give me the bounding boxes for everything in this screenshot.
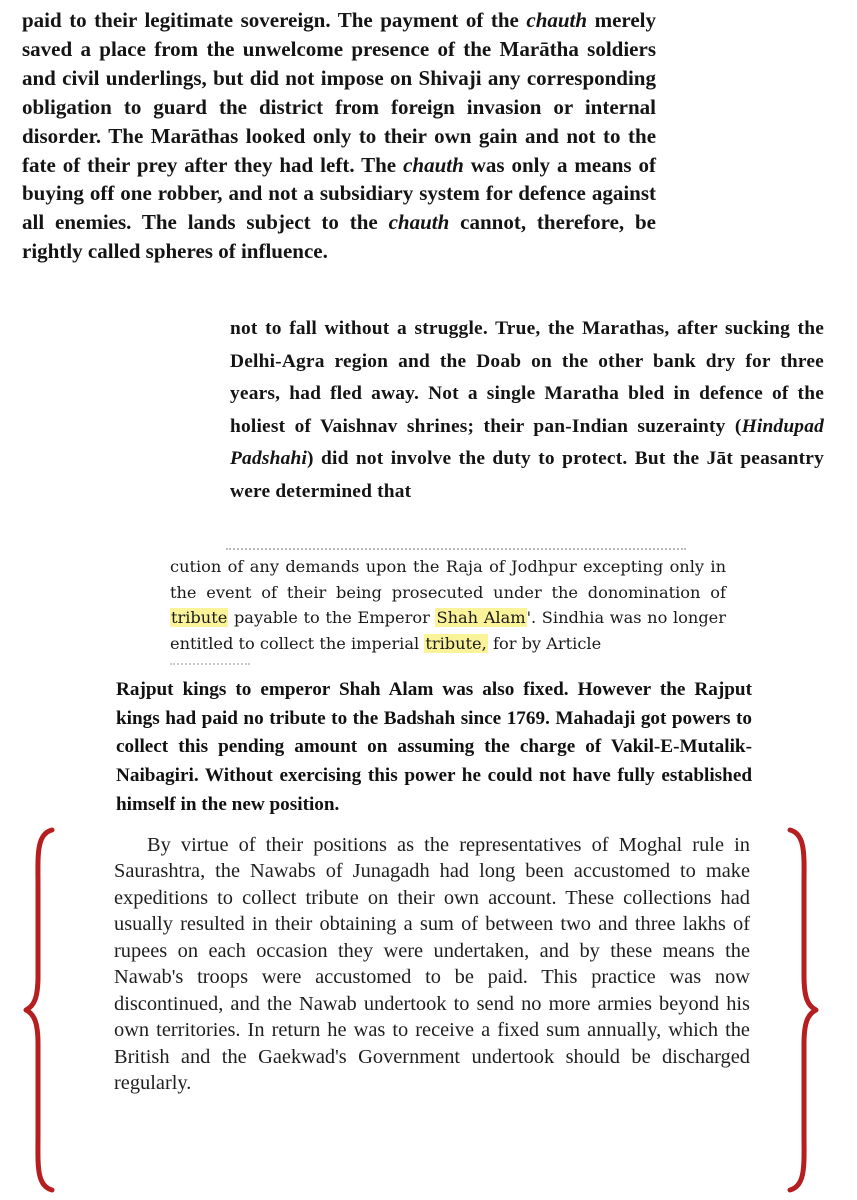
ex1-line-1: paid to their legitimate sovereign. The payment of the [22, 8, 519, 32]
ex1-term-chauth-3: chauth [388, 210, 450, 235]
ex2-text-2: ) did not involve the duty to protect. But the Jāt peasantry were determined that [230, 448, 824, 502]
ex2-text-1: not to fall without a struggle. True, the Marathas, after sucking the Delhi-Agra region and the Doab on the other bank dry for three years, had fled away. Not a single Maratha bled in defence of the holiest of Vaishnav shrines; their pan-Indian suzerainty ( [230, 318, 824, 437]
ex1-line-10: to the [321, 210, 378, 235]
ex1-line-5: the district from foreign invasion or internal disorder. [22, 94, 657, 148]
ex3-highlight-tribute-1: tribute [171, 608, 228, 628]
ex1-term-chauth-1: chauth [526, 8, 588, 32]
excerpt-1 [22, 6, 656, 266]
ex1-line-2: merely saved a place from the unwelcome presence [22, 8, 656, 61]
ex1-term-chauth-2: chauth [403, 152, 464, 177]
ex1-line-7: the fate of their prey after they had left. The [22, 123, 657, 177]
ex3-text-4: for by Article [492, 633, 602, 653]
excerpt-3-cut-edge-bottom [170, 663, 250, 668]
ex1-line-9: system for defence against all enemies. The lands subject [22, 181, 656, 235]
ex1-line-10b: cannot, therefore, be rightly called spheres of [22, 210, 657, 264]
ex1-line-6: The Marāthas looked only to their own gain and not to [108, 123, 621, 148]
ex3-text-2: payable to the Emperor [233, 608, 430, 628]
excerpt-4: Rajput kings to emperor Shah Alam was also fixed. However the Rajput kings had paid no tribute to the Badshah since 1769. Mahadaji got powers to collect this pending amount on assuming the charge of Vakil-E-Mutalik-Naibagiri. Without exercising this power he could not have fully established himself in the new position. [116, 679, 752, 815]
ex3-text-3: '. Sindhia was no longer entitled to collect the imperial [170, 608, 727, 653]
excerpt-2 [230, 313, 824, 508]
ex1-line-3: of the Marātha soldiers and civil underlings, but did not [22, 36, 656, 90]
ex5-text: By virtue of their positions as the representatives of Moghal rule in Saurashtra, the Nawabs of Junagadh had long been accustomed to make expeditions to collect tribute on their own account. These collections had usually resulted in their obtaining a sum of between two and three lakhs of rupees on each occasion they were undertaken, and by these means the Nawab's troops were accustomed to be paid. This practice was now discontinued, and the Nawab undertook to send no more armies beyond his own territories. In return he was to receive a fixed sum annually, which the British and the Gaekwad's Government undertook should be discharged regularly. [114, 834, 750, 1095]
excerpt-5 [114, 832, 750, 1097]
ex1-line-4: impose on Shivaji any corresponding obligation to guard [22, 65, 656, 119]
left-curly-brace-icon [22, 826, 56, 1194]
ex1-line-8: only a means of buying off one robber, and not a subsidiary [22, 152, 656, 206]
ex1-line-11: influence. [240, 239, 328, 264]
ex2-term: Hindupad Padshahi [230, 415, 824, 469]
ex3-text-1: cution of any demands upon the Raja of Jodhpur excepting only in the event of their being prosecuted under the donomination of [170, 557, 726, 602]
ex3-highlight-shah-alam: Shah Alam [436, 608, 526, 628]
ex1-line-7b: was [470, 152, 505, 177]
excerpt-3 [170, 554, 726, 656]
ex3-highlight-tribute-2: tribute, [425, 633, 487, 653]
right-curly-brace-icon [786, 826, 820, 1194]
